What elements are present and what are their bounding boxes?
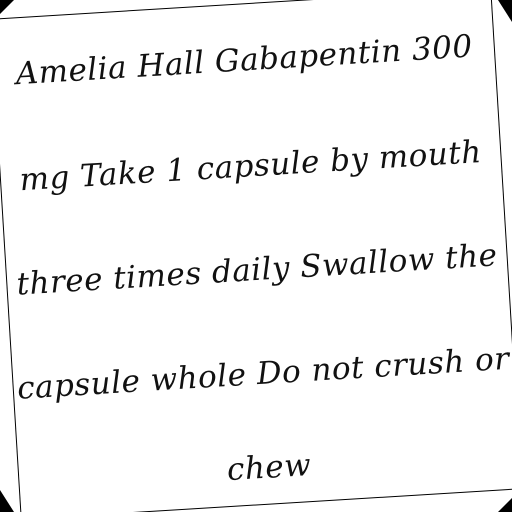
scan-border-corner: [0, 0, 14, 14]
label-text-line: capsule whole Do not crush or: [16, 340, 511, 407]
label-text-line: three times daily Swallow the: [15, 237, 499, 303]
scan-border-corner: [0, 490, 14, 512]
scan-border-corner: [498, 498, 512, 512]
label-text-line: mg Take 1 capsule by mouth: [18, 134, 483, 199]
scan-border-corner: [498, 0, 512, 22]
label-text-line: Amelia Hall Gabapentin 300: [14, 28, 474, 93]
label-text-line: chew: [225, 447, 313, 489]
